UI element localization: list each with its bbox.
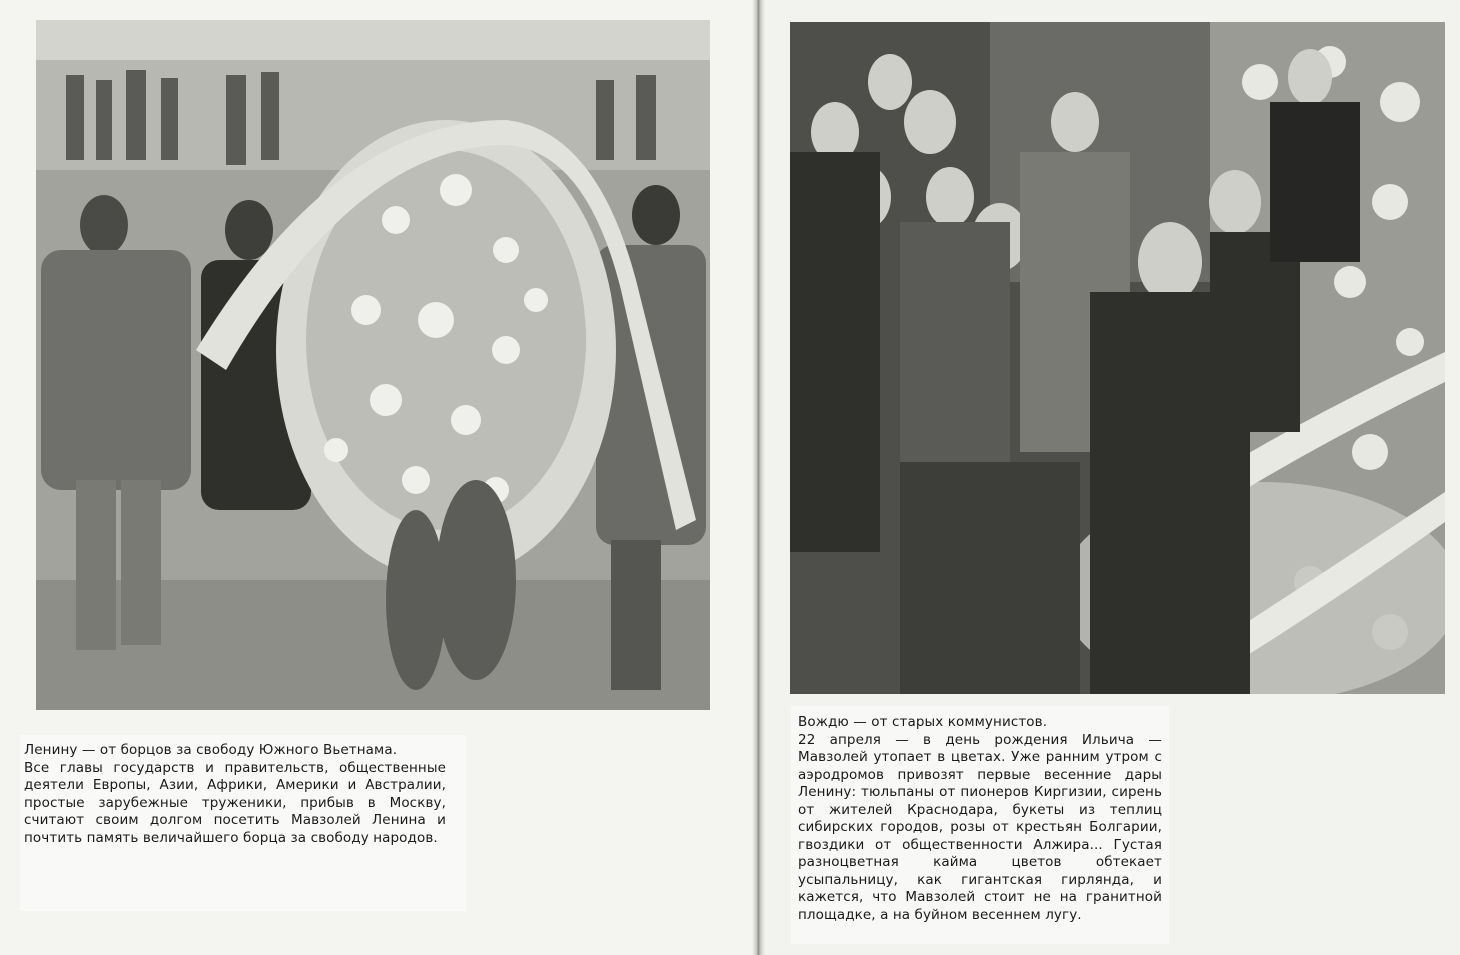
right-page <box>765 0 1460 955</box>
photo-vietnamese-delegation-wreath <box>36 20 710 710</box>
photo-right-illustration <box>790 22 1445 694</box>
caption-left-body: Все главы государств и правительств, общественные деятели Европы, Азии, Африки, Америки и Австралии, простые зарубежные труженики, прибыв в Москву, считают своим долгом посетить Мавзолей Ленина и почтить память величайшего борца за свободу народов. <box>24 759 446 846</box>
caption-right <box>798 714 1162 924</box>
photo-left-illustration <box>36 20 710 710</box>
caption-right-body: 22 апреля — в день рождения Ильича — Мавзолей утопает в цветах. Уже ранним утром с аэродромов привозят первые весенние дары Ленину: тюльпаны от пионеров Киргизии, сирень от жителей Краснодара, букеты из теплиц сибирских городов, розы от крестьян Болгарии, гвоздики от общественности Алжира... Густая разноцветная кайма цветов обтекает усыпальницу, как гигантская гирлянда, и кажется, что Мавзолей стоит не на гранитной площадке, а на буйном весеннем лугу. <box>798 731 1162 923</box>
caption-right-title: Вождю — от старых коммунистов. <box>798 714 1048 730</box>
book-gutter <box>752 0 765 955</box>
photo-old-communists-flowers <box>790 22 1445 694</box>
caption-left-title: Ленину — от борцов за свободу Южного Вьетнама. <box>24 742 398 758</box>
caption-left <box>24 742 446 847</box>
